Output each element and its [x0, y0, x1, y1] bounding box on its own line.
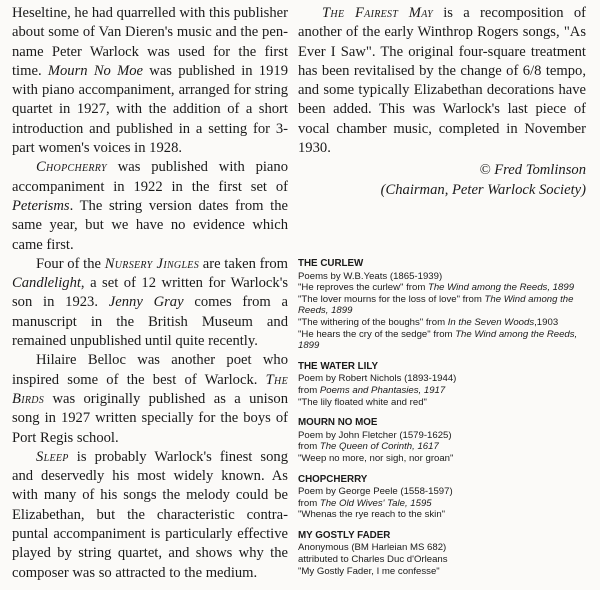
track-source-line [298, 441, 588, 453]
track-source-line [298, 542, 588, 554]
body-text: is a recomposition of another of the early Winthrop Rogers songs, "As Ever I Saw". The original four-square treatment has been revitalised by the change of 6/8 tempo, and some typically Elizabethan decorations have been added. This was Warlock's last piece of vocal chamber music, completed in November 1930. [298, 5, 586, 157]
credit-role: (Chairman, Peter Warlock Society) [380, 182, 586, 199]
track-source-line [298, 317, 588, 329]
song-title: Jenny Gray [108, 294, 184, 311]
right-column [298, 4, 586, 200]
source-work-title: The Wind among the Reeds, 1899 [427, 282, 575, 294]
track-source-line [298, 486, 588, 498]
body-text: is probably Warlock's finest song and deservedly his most widely known. As with many of his songs the melody could be Elizabethan, but the characteristic contra-puntal accompaniment is particularly effective played by string quartet, and shows why the composer was so attracted to the medium. [12, 448, 288, 581]
song-title: Mourn No Moe [47, 62, 144, 79]
track-entry [298, 361, 588, 408]
song-title: Nursery Jingles [104, 255, 200, 272]
source-text: from [298, 497, 320, 509]
source-work-title: The Queen of Corinth, 1617 [319, 441, 439, 453]
source-work-title: Poems and Phantasies, 1917 [319, 384, 446, 396]
track-source-line [298, 397, 588, 409]
track-entry [298, 474, 588, 521]
paragraph-fairest-may [298, 4, 586, 158]
source-text: "The lily floated white and red" [298, 396, 427, 408]
body-text: was published in 1919 with piano accompaniment, arranged for string quartet in 1927, with the addition of a short introduction and published in a setting for 3-part women's voices in 1928. [12, 62, 288, 157]
body-text: comes from a manuscript in the British Museum and remained unpublished until quite recently. [12, 294, 289, 350]
source-text: "He hears the cry of the sedge" from [298, 328, 456, 340]
track-source-line [298, 282, 588, 294]
track-title: MY GOSTLY FADER [298, 529, 391, 541]
source-work-title: In the Seven Woods [447, 316, 535, 328]
track-source-line [298, 430, 588, 442]
track-title: THE WATER LILY [298, 360, 379, 372]
source-text: "The lover mourns for the loss of love" from [298, 293, 485, 305]
paragraph-chopcherry [12, 158, 288, 254]
song-title: Sleep [36, 448, 69, 465]
track-source-line [298, 554, 588, 566]
track-entry [298, 530, 588, 577]
body-text: . The string version dates from the same year, but we have no evidence which came first. [12, 197, 288, 253]
track-source-line [298, 385, 588, 397]
body-text: was originally published as a unison song in 1927 written specially for the boys of Port Regis school. [12, 390, 288, 446]
track-entry [298, 258, 588, 352]
song-title: The Birds [12, 371, 288, 407]
collection-title: Peterisms [12, 197, 70, 214]
song-title: Chopcherry [36, 159, 107, 176]
song-title: The Fairest May [322, 5, 433, 21]
track-source-line [298, 453, 588, 465]
track-entry [298, 417, 588, 464]
track-source-line [298, 271, 588, 283]
track-source-line [298, 294, 588, 317]
body-text: Four of the [36, 255, 105, 272]
source-text: "Whenas the rye reach to the skin" [298, 509, 446, 521]
source-text: attributed to Charles Duc d'Orleans [298, 554, 448, 566]
source-work-title: The Old Wives' Tale, 1595 [319, 497, 432, 509]
source-text: from [298, 384, 320, 396]
source-text: "He reproves the curlew" from [298, 282, 428, 294]
body-text: was published with piano accompaniment in 1922 in the first set of [12, 159, 288, 195]
source-text: Poem by John Fletcher (1579-1625) [298, 429, 452, 441]
track-source-line [298, 509, 588, 521]
source-text: Anonymous (BM Harleian MS 682) [298, 542, 447, 554]
source-text: from [298, 441, 320, 453]
paragraph-sleep [12, 448, 288, 583]
track-title: MOURN NO MOE [298, 417, 378, 429]
track-source-line [298, 373, 588, 385]
track-source-line [298, 566, 588, 578]
collection-title: Candlelight [12, 275, 81, 292]
left-column [12, 4, 288, 583]
source-text: Poem by Robert Nichols (1893-1944) [298, 373, 457, 385]
paragraph-mourn-no-moe [12, 4, 288, 158]
track-title: CHOPCHERRY [298, 473, 368, 485]
body-text: , a set of 12 written for Warlock's son in 1923. [12, 275, 288, 311]
source-text: Poem by George Peele (1558-1597) [298, 486, 453, 498]
credit-name: © Fred Tomlinson [479, 162, 586, 179]
source-text: "The withering of the boughs" from [298, 316, 448, 328]
source-text: Poems by W.B.Yeats (1865-1939) [298, 270, 443, 282]
track-title: THE CURLEW [298, 258, 364, 269]
body-text: Hilaire Belloc was another poet who inspired some of the best of Warlock. [12, 352, 288, 388]
text-sources-list [298, 258, 588, 586]
source-text: ,1903 [534, 316, 559, 328]
paragraph-belloc [12, 351, 288, 447]
source-work-title: The Wind among the Reeds, 1899 [298, 293, 574, 317]
body-text: Heseltine, he had quarrelled with this publisher about some of Van Dieren's music and the pen-name Peter Warlock was used for the first time. [12, 5, 288, 79]
source-work-title: The Wind among the Reeds, 1899 [298, 328, 578, 352]
track-source-line [298, 498, 588, 510]
source-text: "Weep no more, nor sigh, nor groan" [298, 452, 454, 464]
source-text: "My Gostly Fader, I me confesse" [298, 565, 440, 577]
track-source-line [298, 329, 588, 352]
author-credit [298, 160, 586, 200]
paragraph-nursery-jingles [12, 255, 288, 351]
body-text: are taken from [199, 255, 288, 272]
